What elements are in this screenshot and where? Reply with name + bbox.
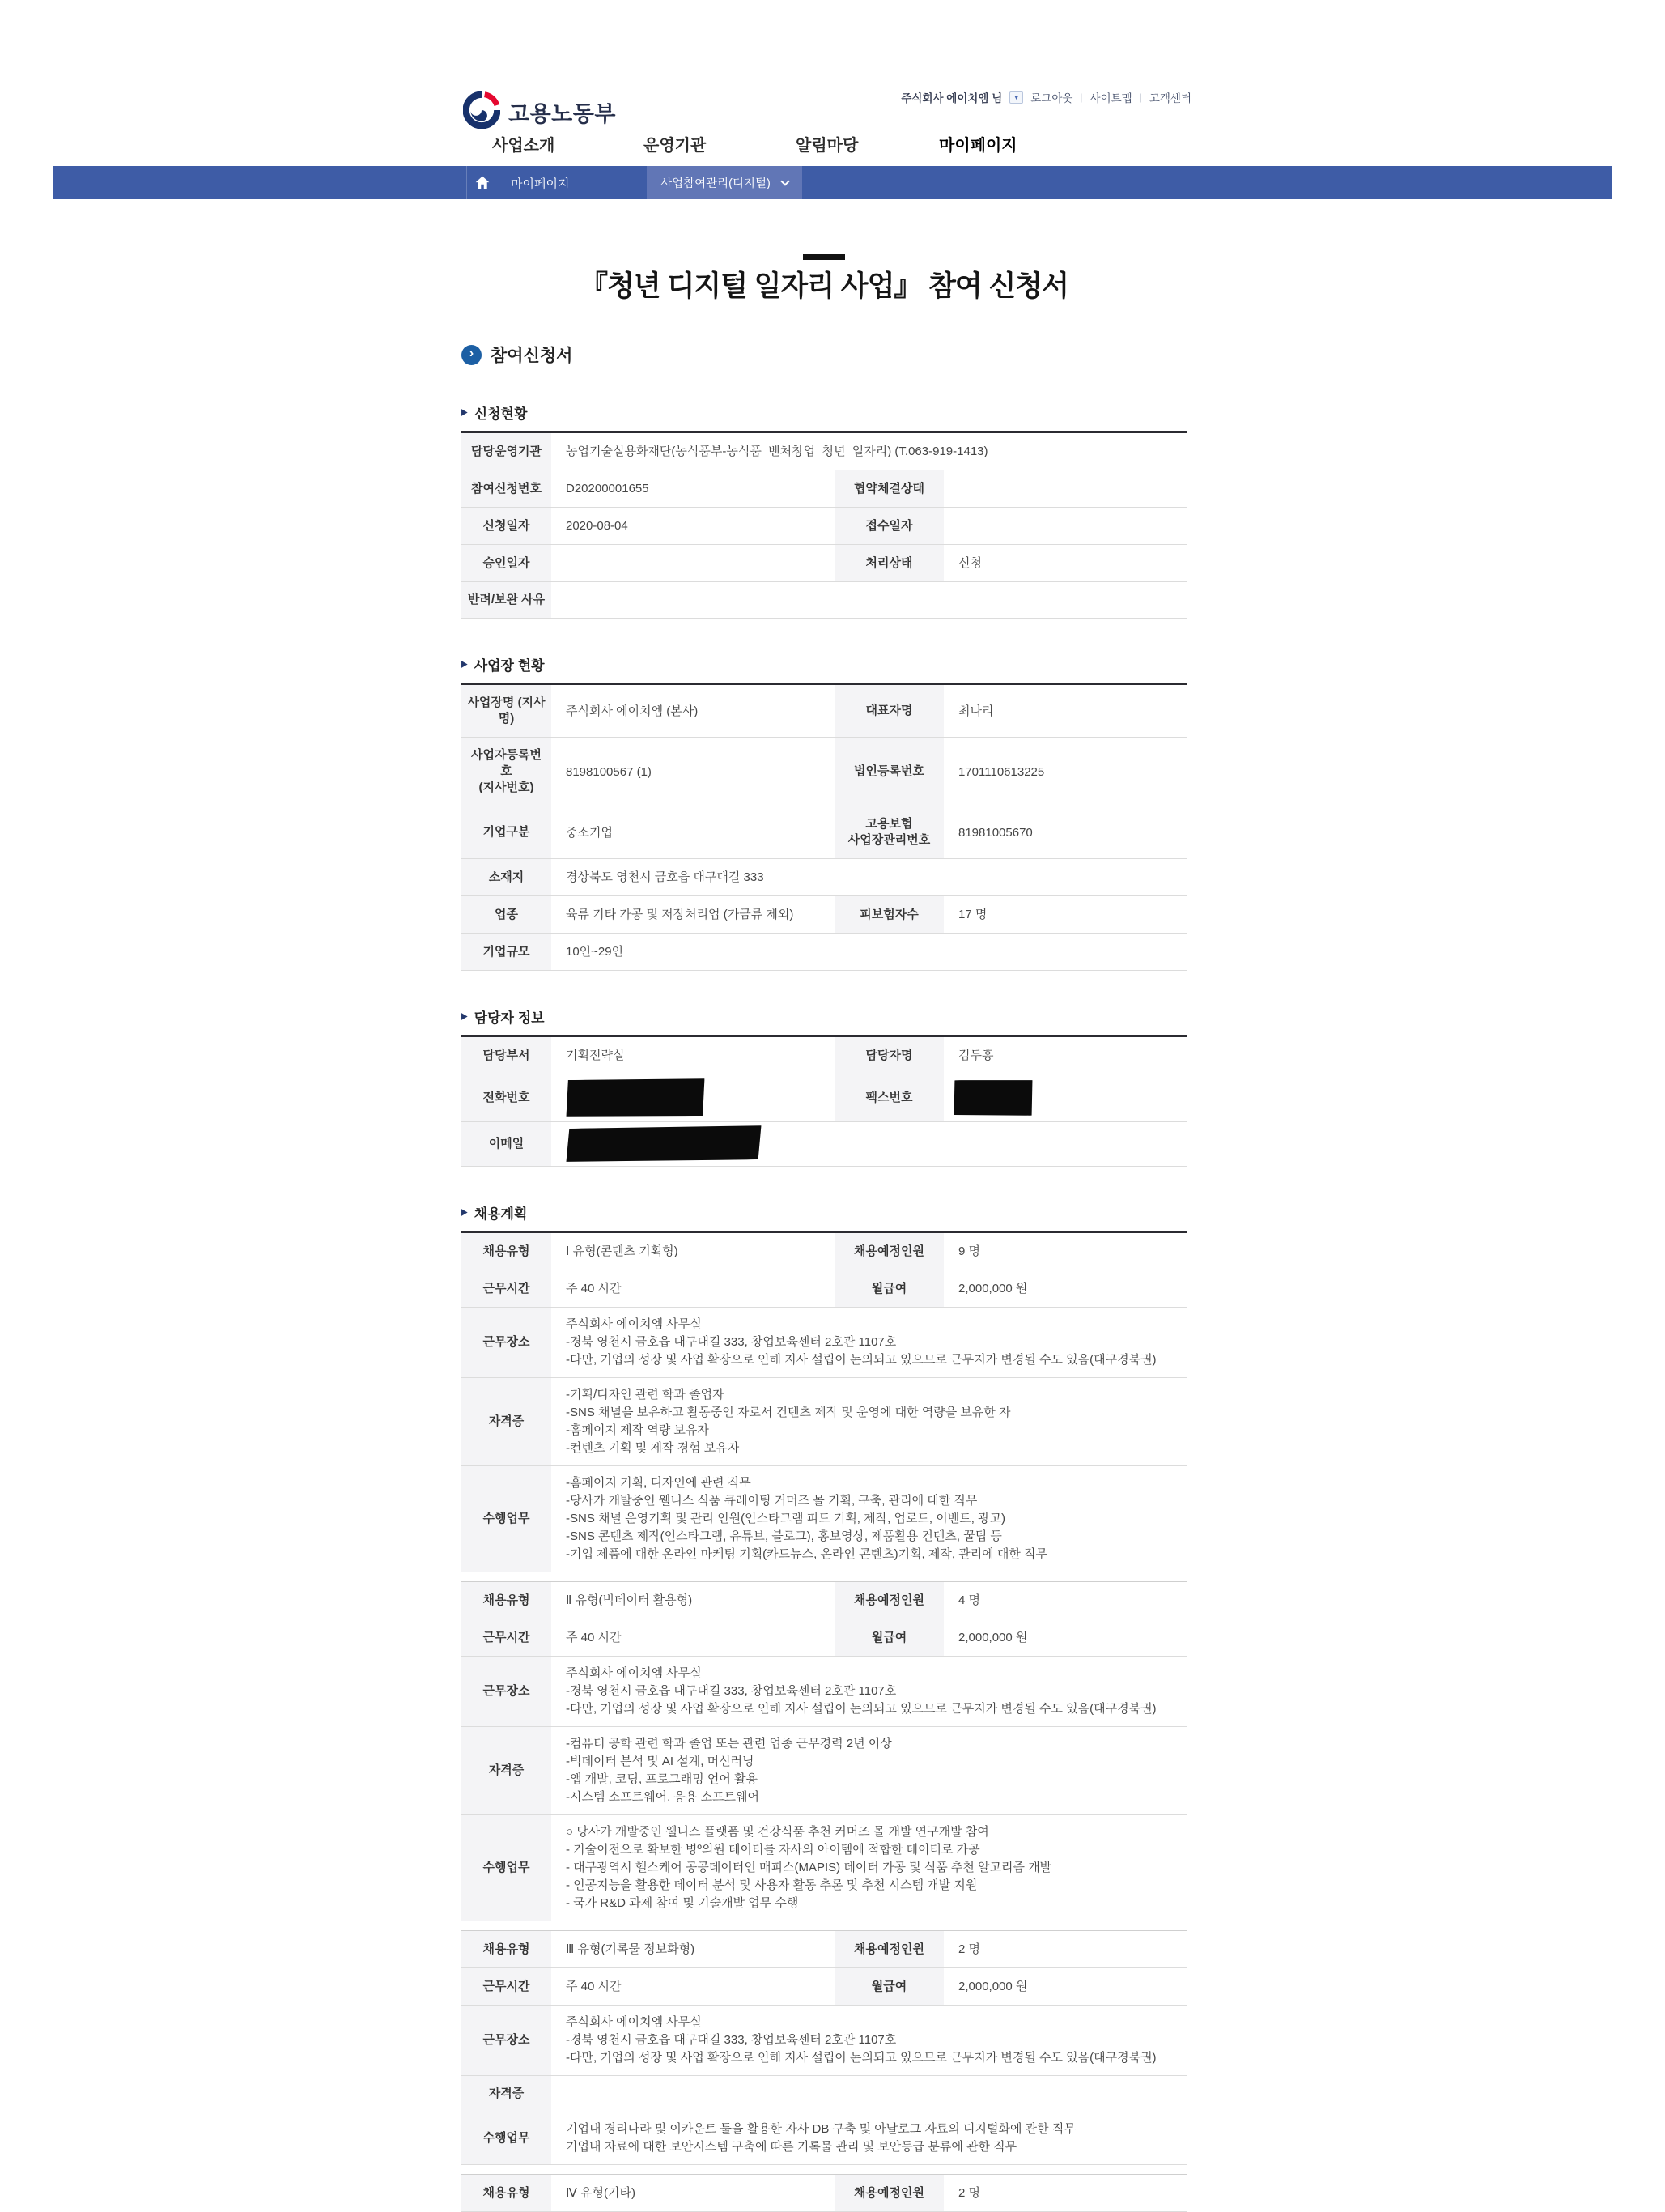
headcount-value-cell: 4 명 xyxy=(944,1582,1187,1619)
table-row xyxy=(461,738,1187,806)
table-row xyxy=(461,1582,1187,1619)
hours-value-cell: 주 40 시간 xyxy=(551,1619,835,1657)
table-row xyxy=(461,508,1187,545)
headcount-value-cell: 2 명 xyxy=(944,1931,1187,1968)
main-content xyxy=(461,199,1187,2212)
org-label-cell: 담당운영기관 xyxy=(461,432,551,470)
form-section-heading xyxy=(461,342,1187,367)
cert-value-cell: -컴퓨터 공학 관련 학과 졸업 또는 관련 업종 근무경력 2년 이상 -빅데이터 분석 및 AI 설계, 머신러닝 -앱 개발, 코딩, 프로그래밍 언어 활용 -시스템 소프트웨어, 응용 소프트웨어 xyxy=(551,1727,1187,1815)
headcount-label-cell: 채용예정인원 xyxy=(835,1232,944,1270)
place-value-cell: 주식회사 에이치엠 사무실 -경북 영천시 금호읍 대구대길 333, 창업보육센터 2호관 1107호 -다만, 기업의 성장 및 사업 확장으로 인해 지사 설립이 논의되고 있으므로 근무지가 변경될 수도 있음(대구경북권) xyxy=(551,2006,1187,2076)
arrow-right-icon: ▶ xyxy=(461,659,468,670)
site-header xyxy=(0,0,1665,166)
fax-label-cell: 팩스번호 xyxy=(835,1074,944,1122)
status-table xyxy=(461,431,1187,619)
recruit-type-label-cell: 채용유형 xyxy=(461,1931,551,1968)
cert-value-cell xyxy=(551,2076,1187,2112)
company-type-label-cell: 기업구분 xyxy=(461,806,551,859)
workplace-name-label-cell: 사업장명 (지사명) xyxy=(461,684,551,738)
nav-item-operating-agency[interactable]: 운영기관 xyxy=(643,137,707,155)
size-value-cell: 10인~29인 xyxy=(551,934,1187,971)
corpno-label-cell: 법인등록번호 xyxy=(835,738,944,806)
salary-label-cell: 월급여 xyxy=(835,1619,944,1657)
sitemap-link[interactable]: 사이트맵 xyxy=(1089,92,1132,104)
table-row xyxy=(461,1270,1187,1308)
home-icon[interactable] xyxy=(474,174,491,191)
cert-label-cell: 자격증 xyxy=(461,2076,551,2112)
salary-value-cell: 2,000,000 원 xyxy=(944,1270,1187,1308)
duty-label-cell: 수행업무 xyxy=(461,2112,551,2165)
moel-logo[interactable] xyxy=(463,91,616,133)
approvedate-label-cell: 승인일자 xyxy=(461,545,551,582)
table-row xyxy=(461,1074,1187,1122)
table-row xyxy=(461,1931,1187,1968)
recruit-type-label-cell: 채용유형 xyxy=(461,2175,551,2212)
title-decoration-bar xyxy=(803,254,845,260)
table-row xyxy=(461,1308,1187,1378)
reject-value-cell xyxy=(551,582,1187,619)
redaction-box xyxy=(565,1124,762,1164)
logo-text: 고용노동부 xyxy=(508,102,616,126)
chevron-down-icon xyxy=(780,177,789,185)
place-label-cell: 근무장소 xyxy=(461,2006,551,2076)
industry-value-cell: 육류 기타 가공 및 저장처리업 (가금류 제외) xyxy=(551,896,835,934)
reject-label-cell: 반려/보완 사유 xyxy=(461,582,551,619)
table-row xyxy=(461,2112,1187,2165)
headcount-value-cell: 2 명 xyxy=(944,2175,1187,2212)
appno-label-cell: 참여신청번호 xyxy=(461,470,551,508)
breadcrumb-mypage[interactable]: 마이페이지 xyxy=(511,177,570,191)
table-row xyxy=(461,1378,1187,1466)
recruit-type-value-cell: Ⅱ 유형(빅데이터 활용형) xyxy=(551,1582,835,1619)
user-utility-bar xyxy=(890,89,1191,105)
place-value-cell: 주식회사 에이치엠 사무실 -경북 영천시 금호읍 대구대길 333, 창업보육센터 2호관 1107호 -다만, 기업의 성장 및 사업 확장으로 인해 지사 설립이 논의되고 있으므로 근무지가 변경될 수도 있음(대구경북권) xyxy=(551,1657,1187,1727)
insurance-label-cell: 고용보험 사업장관리번호 xyxy=(835,806,944,859)
ceo-label-cell: 대표자명 xyxy=(835,684,944,738)
address-value-cell: 경상북도 영천시 금호읍 대구대길 333 xyxy=(551,859,1187,896)
contact-name-value-cell: 김두홍 xyxy=(944,1036,1187,1074)
dept-label-cell: 담당부서 xyxy=(461,1036,551,1074)
bizno-label-cell: 사업자등록번호 (지사번호) xyxy=(461,738,551,806)
cert-label-cell: 자격증 xyxy=(461,1378,551,1466)
status-heading-text: 신청현황 xyxy=(474,406,528,422)
table-row xyxy=(461,1657,1187,1727)
table-row xyxy=(461,1727,1187,1815)
insured-value-cell: 17 명 xyxy=(944,896,1187,934)
customer-center-link[interactable]: 고객센터 xyxy=(1149,92,1191,104)
receiptdate-label-cell: 접수일자 xyxy=(835,508,944,545)
table-row xyxy=(461,896,1187,934)
form-section-title: 참여신청서 xyxy=(491,347,573,365)
nav-item-business-intro[interactable]: 사업소개 xyxy=(492,137,555,155)
corpno-value-cell: 1701110613225 xyxy=(944,738,1187,806)
recruit-type-label-cell: 채용유형 xyxy=(461,1232,551,1270)
approvedate-value-cell xyxy=(551,545,835,582)
breadcrumb-bar xyxy=(53,166,1612,199)
contact-name-label-cell: 담당자명 xyxy=(835,1036,944,1074)
phone-value-cell xyxy=(551,1074,835,1122)
state-label-cell: 처리상태 xyxy=(835,545,944,582)
table-row xyxy=(461,1036,1187,1074)
table-row xyxy=(461,934,1187,971)
status-section-heading xyxy=(461,402,1187,423)
table-row xyxy=(461,806,1187,859)
industry-label-cell: 업종 xyxy=(461,896,551,934)
table-row xyxy=(461,2175,1187,2212)
table-row xyxy=(461,1815,1187,1921)
agreement-label-cell: 협약체결상태 xyxy=(835,470,944,508)
cert-value-cell: -기획/디자인 관련 학과 졸업자 -SNS 채널을 보유하고 활동중인 자로서 컨텐츠 제작 및 운영에 대한 역량을 보유한 자 -홈페이지 제작 역량 보유자 -컨텐츠 기획 및 제작 경험 보유자 xyxy=(551,1378,1187,1466)
recruit-type-value-cell: Ⅳ 유형(기타) xyxy=(551,2175,835,2212)
agreement-value-cell xyxy=(944,470,1187,508)
place-value-cell: 주식회사 에이치엠 사무실 -경북 영천시 금호읍 대구대길 333, 창업보육센터 2호관 1107호 -다만, 기업의 성장 및 사업 확장으로 인해 지사 설립이 논의되고 있으므로 근무지가 변경될 수도 있음(대구경북권) xyxy=(551,1308,1187,1378)
breadcrumb-submenu-label: 사업참여관리(디지털) xyxy=(660,177,771,190)
salary-label-cell: 월급여 xyxy=(835,1270,944,1308)
nav-item-mypage[interactable]: 마이페이지 xyxy=(939,137,1017,155)
headcount-label-cell: 채용예정인원 xyxy=(835,2175,944,2212)
contact-table xyxy=(461,1035,1187,1167)
arrow-right-icon: ▶ xyxy=(461,407,468,418)
workplace-heading-text: 사업장 현황 xyxy=(474,658,545,674)
arrow-right-icon: ▶ xyxy=(461,1011,468,1022)
hours-value-cell: 주 40 시간 xyxy=(551,1968,835,2006)
bizno-value-cell: 8198100567 (1) xyxy=(551,738,835,806)
cert-label-cell: 자격증 xyxy=(461,1727,551,1815)
recruit-type-label-cell: 채용유형 xyxy=(461,1582,551,1619)
table-row xyxy=(461,2076,1187,2112)
table-row xyxy=(461,2006,1187,2076)
redaction-box xyxy=(953,1078,1033,1117)
table-row xyxy=(461,1122,1187,1167)
place-label-cell: 근무장소 xyxy=(461,1657,551,1727)
company-type-value-cell: 중소기업 xyxy=(551,806,835,859)
place-label-cell: 근무장소 xyxy=(461,1308,551,1378)
headcount-label-cell: 채용예정인원 xyxy=(835,1931,944,1968)
recruit-block-2-table xyxy=(461,1581,1187,1921)
salary-value-cell: 2,000,000 원 xyxy=(944,1619,1187,1657)
workplace-section-heading xyxy=(461,654,1187,674)
logout-link[interactable]: 로그아웃 xyxy=(1030,92,1073,104)
address-label-cell: 소재지 xyxy=(461,859,551,896)
breadcrumb-divider xyxy=(466,166,467,199)
redaction-box xyxy=(565,1077,705,1119)
table-row xyxy=(461,684,1187,738)
headcount-label-cell: 채용예정인원 xyxy=(835,1582,944,1619)
table-row xyxy=(461,859,1187,896)
insured-label-cell: 피보험자수 xyxy=(835,896,944,934)
duty-label-cell: 수행업무 xyxy=(461,1815,551,1921)
receiptdate-value-cell xyxy=(944,508,1187,545)
table-row xyxy=(461,582,1187,619)
contact-heading-text: 담당자 정보 xyxy=(474,1010,545,1026)
salary-value-cell: 2,000,000 원 xyxy=(944,1968,1187,2006)
recruit-type-value-cell: Ⅰ 유형(콘텐츠 기획형) xyxy=(551,1232,835,1270)
table-row xyxy=(461,1968,1187,2006)
user-name: 주식회사 에이치엠 님 xyxy=(901,92,1003,104)
recruit-block-4-table xyxy=(461,2174,1187,2212)
email-label-cell: 이메일 xyxy=(461,1122,551,1167)
headcount-value-cell: 9 명 xyxy=(944,1232,1187,1270)
state-value-cell: 신청 xyxy=(944,545,1187,582)
dept-value-cell: 기획전략실 xyxy=(551,1036,835,1074)
salary-label-cell: 월급여 xyxy=(835,1968,944,2006)
recruit-heading-text: 채용계획 xyxy=(474,1206,528,1222)
size-label-cell: 기업규모 xyxy=(461,934,551,971)
duty-label-cell: 수행업무 xyxy=(461,1466,551,1572)
duty-value-cell: ○ 당사가 개발중인 웰니스 플랫폼 및 건강식품 추천 커머즈 몰 개발 연구개발 참여 - 기술이전으로 확보한 병º의원 데이터를 자사의 아이템에 적합한 데이터로 가공 - 대구광역시 헬스케어 공공데이터인 매피스(MAPIS) 데이터 가공 및 식품 추천 알고리즘 개발 - 인공지능을 활용한 데이터 분석 및 사용자 활동 추론 및 추천 시스템 개발 지원 - 국가 R&D 과제 참여 및 기술개발 업무 수행 xyxy=(551,1815,1187,1921)
table-row xyxy=(461,545,1187,582)
fax-value-cell xyxy=(944,1074,1187,1122)
arrow-right-icon: ▶ xyxy=(461,1207,468,1218)
table-row xyxy=(461,1466,1187,1572)
table-row xyxy=(461,1232,1187,1270)
table-row xyxy=(461,470,1187,508)
email-value-cell xyxy=(551,1122,1187,1167)
divider: | xyxy=(1080,91,1083,103)
user-dropdown-button[interactable]: ▼ xyxy=(1009,91,1023,104)
appdate-value-cell: 2020-08-04 xyxy=(551,508,835,545)
duty-value-cell: 기업내 경리나라 및 이카운트 툴을 활용한 자사 DB 구축 및 아날로그 자료의 디지털화에 관한 직무 기업내 자료에 대한 보안시스템 구축에 따른 기록물 관리 및 보안등급 분류에 관한 직무 xyxy=(551,2112,1187,2165)
duty-value-cell: -홈페이지 기획, 디자인에 관련 직무 -당사가 개발중인 웰니스 식품 큐레이팅 커머즈 몰 기획, 구축, 관리에 대한 직무 -SNS 채널 운영기획 및 관리 인원(인스타그램 피드 기획, 제작, 업로드, 이벤트, 광고) -SNS 콘텐츠 제작(인스타그램, 유튜브, 블로그), 홍보영상, 제품활용 컨텐츠, 꿀팁 등 -기업 제품에 대한 온라인 마케팅 기획(카드뉴스, 온라인 콘텐츠)기획, 제작, 관리에 대한 직무 xyxy=(551,1466,1187,1572)
workplace-name-value-cell: 주식회사 에이치엠 (본사) xyxy=(551,684,835,738)
hours-label-cell: 근무시간 xyxy=(461,1619,551,1657)
breadcrumb-submenu-dropdown[interactable] xyxy=(647,166,802,199)
appno-value-cell: D20200001655 xyxy=(551,470,835,508)
appdate-label-cell: 신청일자 xyxy=(461,508,551,545)
recruit-section-heading xyxy=(461,1202,1187,1223)
org-value-cell: 농업기술실용화재단(농식품부-농식품_벤처창업_청년_일자리) (T.063-919-1413) xyxy=(551,432,1187,470)
ceo-value-cell: 최나리 xyxy=(944,684,1187,738)
page-title: 『청년 디지털 일자리 사업』 참여 신청서 xyxy=(580,270,1068,302)
workplace-table xyxy=(461,683,1187,971)
hours-label-cell: 근무시간 xyxy=(461,1270,551,1308)
recruit-block-1-table xyxy=(461,1231,1187,1572)
recruit-type-value-cell: Ⅲ 유형(기록물 정보화형) xyxy=(551,1931,835,1968)
contact-section-heading xyxy=(461,1006,1187,1027)
insurance-value-cell: 81981005670 xyxy=(944,806,1187,859)
nav-item-notice-board[interactable]: 알림마당 xyxy=(796,137,859,155)
moel-logo-icon xyxy=(463,91,500,133)
phone-label-cell: 전화번호 xyxy=(461,1074,551,1122)
hours-label-cell: 근무시간 xyxy=(461,1968,551,2006)
circle-chevron-icon: › xyxy=(461,345,482,365)
divider: | xyxy=(1139,91,1142,103)
table-row xyxy=(461,1619,1187,1657)
hours-value-cell: 주 40 시간 xyxy=(551,1270,835,1308)
table-row xyxy=(461,432,1187,470)
recruit-block-3-table xyxy=(461,1930,1187,2165)
